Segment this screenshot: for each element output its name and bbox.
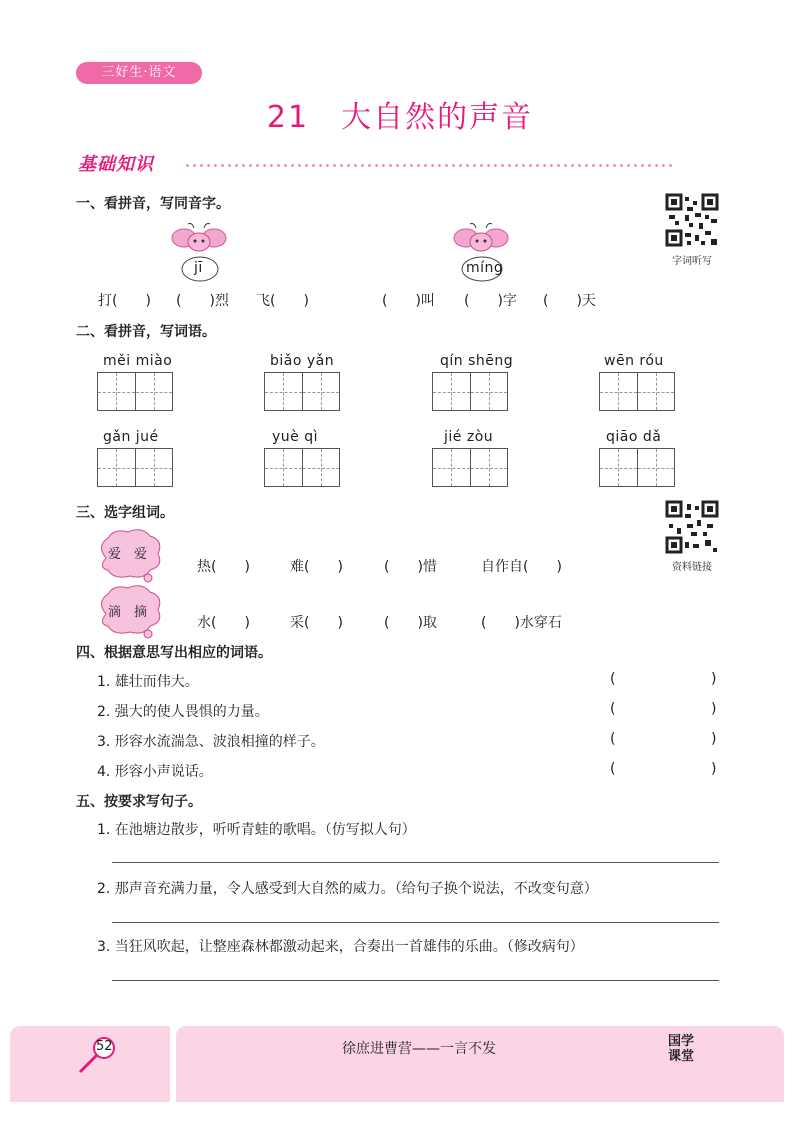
- answer-paren-right: ): [711, 761, 717, 777]
- writing-grid[interactable]: [432, 448, 508, 486]
- q2-pinyin: měi miào: [103, 353, 173, 369]
- answer-paren-right: ): [711, 701, 717, 717]
- q5-heading: 五、按要求写句子。: [76, 794, 202, 810]
- writing-grid[interactable]: [599, 448, 675, 486]
- q1-item: 飞( ): [256, 293, 309, 309]
- q2-heading: 二、看拼音，写词语。: [76, 324, 216, 340]
- answer-line[interactable]: [112, 862, 719, 863]
- page-title: 21 大自然的声音: [266, 100, 534, 135]
- q4-item: 1. 雄壮而伟大。: [97, 674, 199, 690]
- series-badge: 三好生·语文: [76, 62, 202, 84]
- footer-proverb: 徐庶进曹营——一言不发: [342, 1041, 496, 1057]
- q3-item: 自作自( ): [481, 559, 562, 575]
- answer-paren-right: ): [711, 671, 717, 687]
- q4-item: 4. 形容小声说话。: [97, 764, 213, 780]
- q2-pinyin: yuè qì: [272, 429, 318, 445]
- writing-grid[interactable]: [264, 448, 340, 486]
- answer-paren-right: ): [711, 731, 717, 747]
- section-banner: [72, 152, 678, 178]
- q1-item: ( )烈: [176, 293, 229, 309]
- q1-item: 打( ): [98, 293, 151, 309]
- qr-code-dictation: [665, 193, 719, 247]
- q3-item: 采( ): [290, 615, 343, 631]
- q1-heading: 一、看拼音，写同音字。: [76, 196, 230, 212]
- page-number: 52: [96, 1039, 113, 1054]
- q1-item: ( )叫: [382, 293, 435, 309]
- q3-item: 难( ): [290, 559, 343, 575]
- q2-pinyin: jié zòu: [444, 429, 494, 445]
- char-choice: 爱 爱: [108, 547, 148, 562]
- q4-heading: 四、根据意思写出相应的词语。: [76, 645, 272, 661]
- qr-caption-dictation: 字词听写: [672, 256, 712, 267]
- q2-pinyin: gǎn jué: [103, 429, 159, 445]
- writing-grid[interactable]: [264, 372, 340, 410]
- q5-item: 1. 在池塘边散步，听听青蛙的歌唱。（仿写拟人句）: [97, 822, 416, 838]
- answer-paren-left[interactable]: (: [610, 731, 616, 747]
- q3-item: 热( ): [197, 559, 250, 575]
- dotted-divider: [184, 164, 674, 167]
- q2-pinyin: biǎo yǎn: [270, 353, 335, 369]
- q2-pinyin: qín shēng: [440, 353, 514, 369]
- footer-brand: 国学 课堂: [668, 1034, 695, 1064]
- writing-grid[interactable]: [432, 372, 508, 410]
- qr-code-resource: [665, 500, 719, 554]
- answer-paren-left[interactable]: (: [610, 701, 616, 717]
- writing-grid[interactable]: [97, 448, 173, 486]
- q3-heading: 三、选字组词。: [76, 505, 174, 521]
- section-banner-label: 基础知识: [78, 154, 154, 175]
- answer-line[interactable]: [112, 980, 719, 981]
- answer-paren-left[interactable]: (: [610, 761, 616, 777]
- q3-item: ( )惜: [384, 559, 437, 575]
- q2-pinyin: qiāo dǎ: [606, 429, 662, 445]
- qr-caption-resource: 资料链接: [672, 562, 712, 573]
- answer-line[interactable]: [112, 922, 719, 923]
- q4-item: 2. 强大的使人畏惧的力量。: [97, 704, 269, 720]
- answer-paren-left[interactable]: (: [610, 671, 616, 687]
- q5-item: 3. 当狂风吹起，让整座森林都激动起来，合奏出一首雄伟的乐曲。（修改病句）: [97, 939, 584, 955]
- q1-item: ( )字: [464, 293, 517, 309]
- q3-item: ( )水穿石: [481, 615, 562, 631]
- q3-item: 水( ): [197, 615, 250, 631]
- q2-pinyin: wēn róu: [604, 353, 664, 369]
- q3-item: ( )取: [384, 615, 437, 631]
- q4-item: 3. 形容水流湍急、波浪相撞的样子。: [97, 734, 325, 750]
- writing-grid[interactable]: [599, 372, 675, 410]
- char-choice: 滴 摘: [108, 605, 148, 620]
- q1-pinyin-b: míng: [466, 260, 504, 276]
- q1-item: ( )天: [543, 293, 596, 309]
- writing-grid[interactable]: [97, 372, 173, 410]
- q5-item: 2. 那声音充满力量，令人感受到大自然的威力。（给句子换个说法，不改变句意）: [97, 881, 598, 897]
- q1-pinyin-a: jī: [194, 260, 203, 276]
